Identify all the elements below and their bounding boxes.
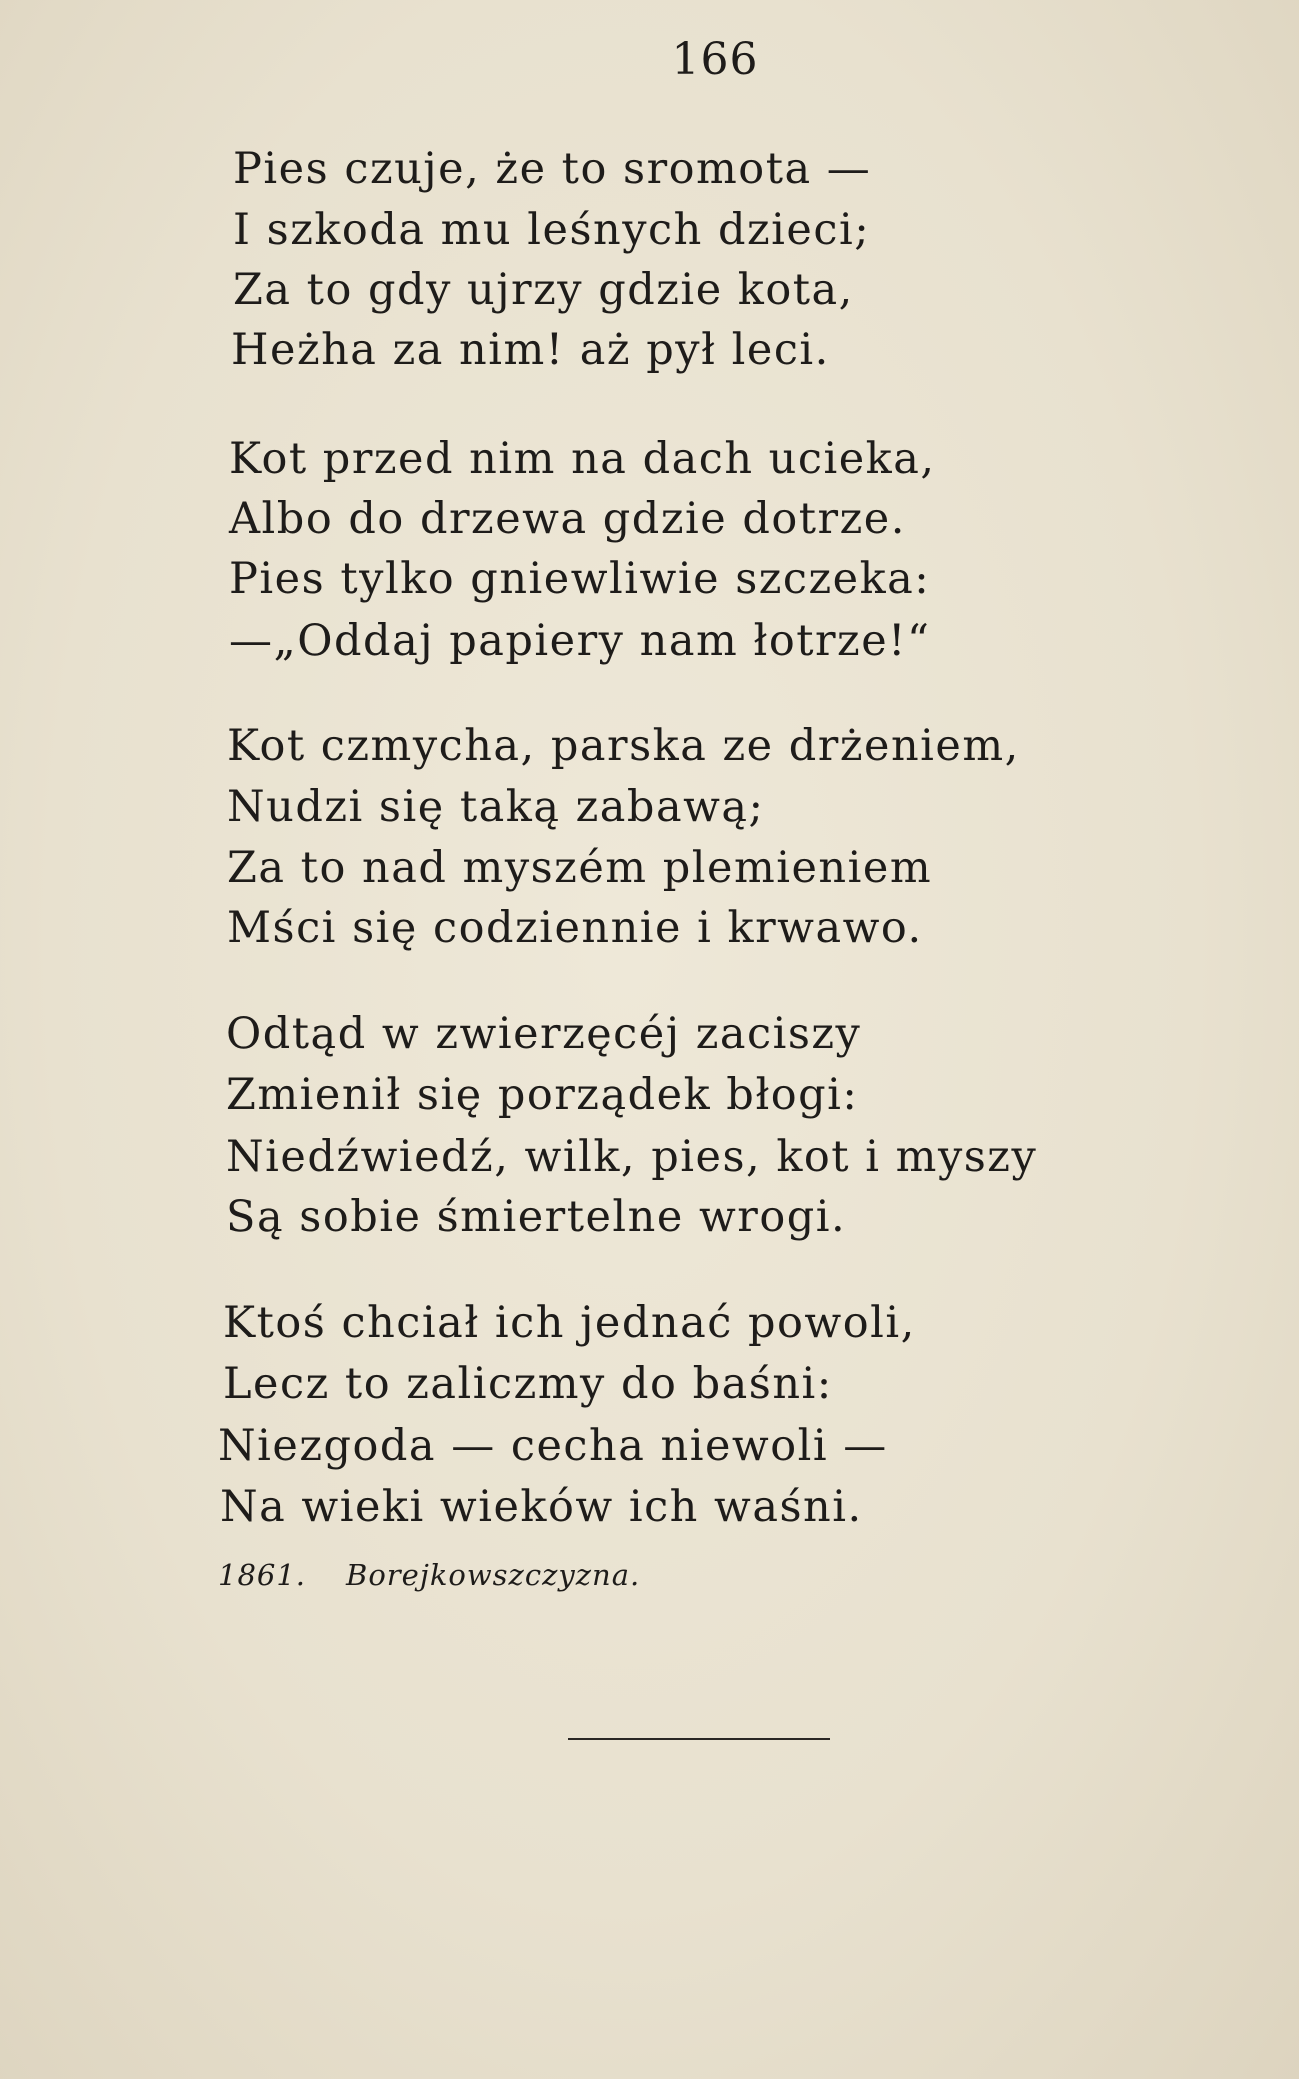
verse-line: Mści się codziennie i krwawo. (227, 903, 923, 953)
verse-line: I szkoda mu leśnych dzieci; (233, 205, 871, 255)
verse-line: Ktoś chciał ich jednać powoli, (223, 1298, 916, 1348)
verse-line: Albo do drzewa gdzie dotrze. (229, 494, 906, 544)
verse-line: Na wieki wieków ich waśni. (220, 1482, 863, 1532)
verse-line: Heżha za nim! aż pył leci. (231, 325, 830, 375)
verse-line: Kot przed nim na dach ucieka, (229, 434, 936, 484)
verse-line: Są sobie śmiertelne wrogi. (226, 1192, 847, 1242)
dateline-year: 1861. (218, 1558, 307, 1592)
verse-line: Za to gdy ujrzy gdzie kota, (233, 265, 854, 315)
verse-line: Pies czuje, że to sromota — (233, 144, 872, 194)
verse-line: Kot czmycha, parska ze drżeniem, (227, 721, 1020, 771)
verse-line: Pies tylko gniewliwie szczeka: (229, 554, 931, 604)
verse-line: Lecz to zaliczmy do baśni: (223, 1359, 833, 1409)
dateline-place: Borejkowszczyzna. (346, 1558, 641, 1592)
verse-line: Niezgoda — cecha niewoli — (218, 1421, 888, 1471)
end-rule-divider (568, 1738, 830, 1740)
dateline (218, 1558, 640, 1592)
verse-line: Za to nad myszém plemieniem (227, 843, 933, 893)
verse-line: Zmienił się porządek błogi: (226, 1070, 859, 1120)
verse-line: Niedźwiedź, wilk, pies, kot i myszy (226, 1132, 1038, 1182)
verse-line: —„Oddaj papiery nam łotrze!“ (229, 616, 931, 666)
verse-line: Odtąd w zwierzęcéj zaciszy (226, 1009, 862, 1059)
page-number: 166 (671, 34, 759, 85)
verse-line: Nudzi się taką zabawą; (227, 782, 765, 832)
